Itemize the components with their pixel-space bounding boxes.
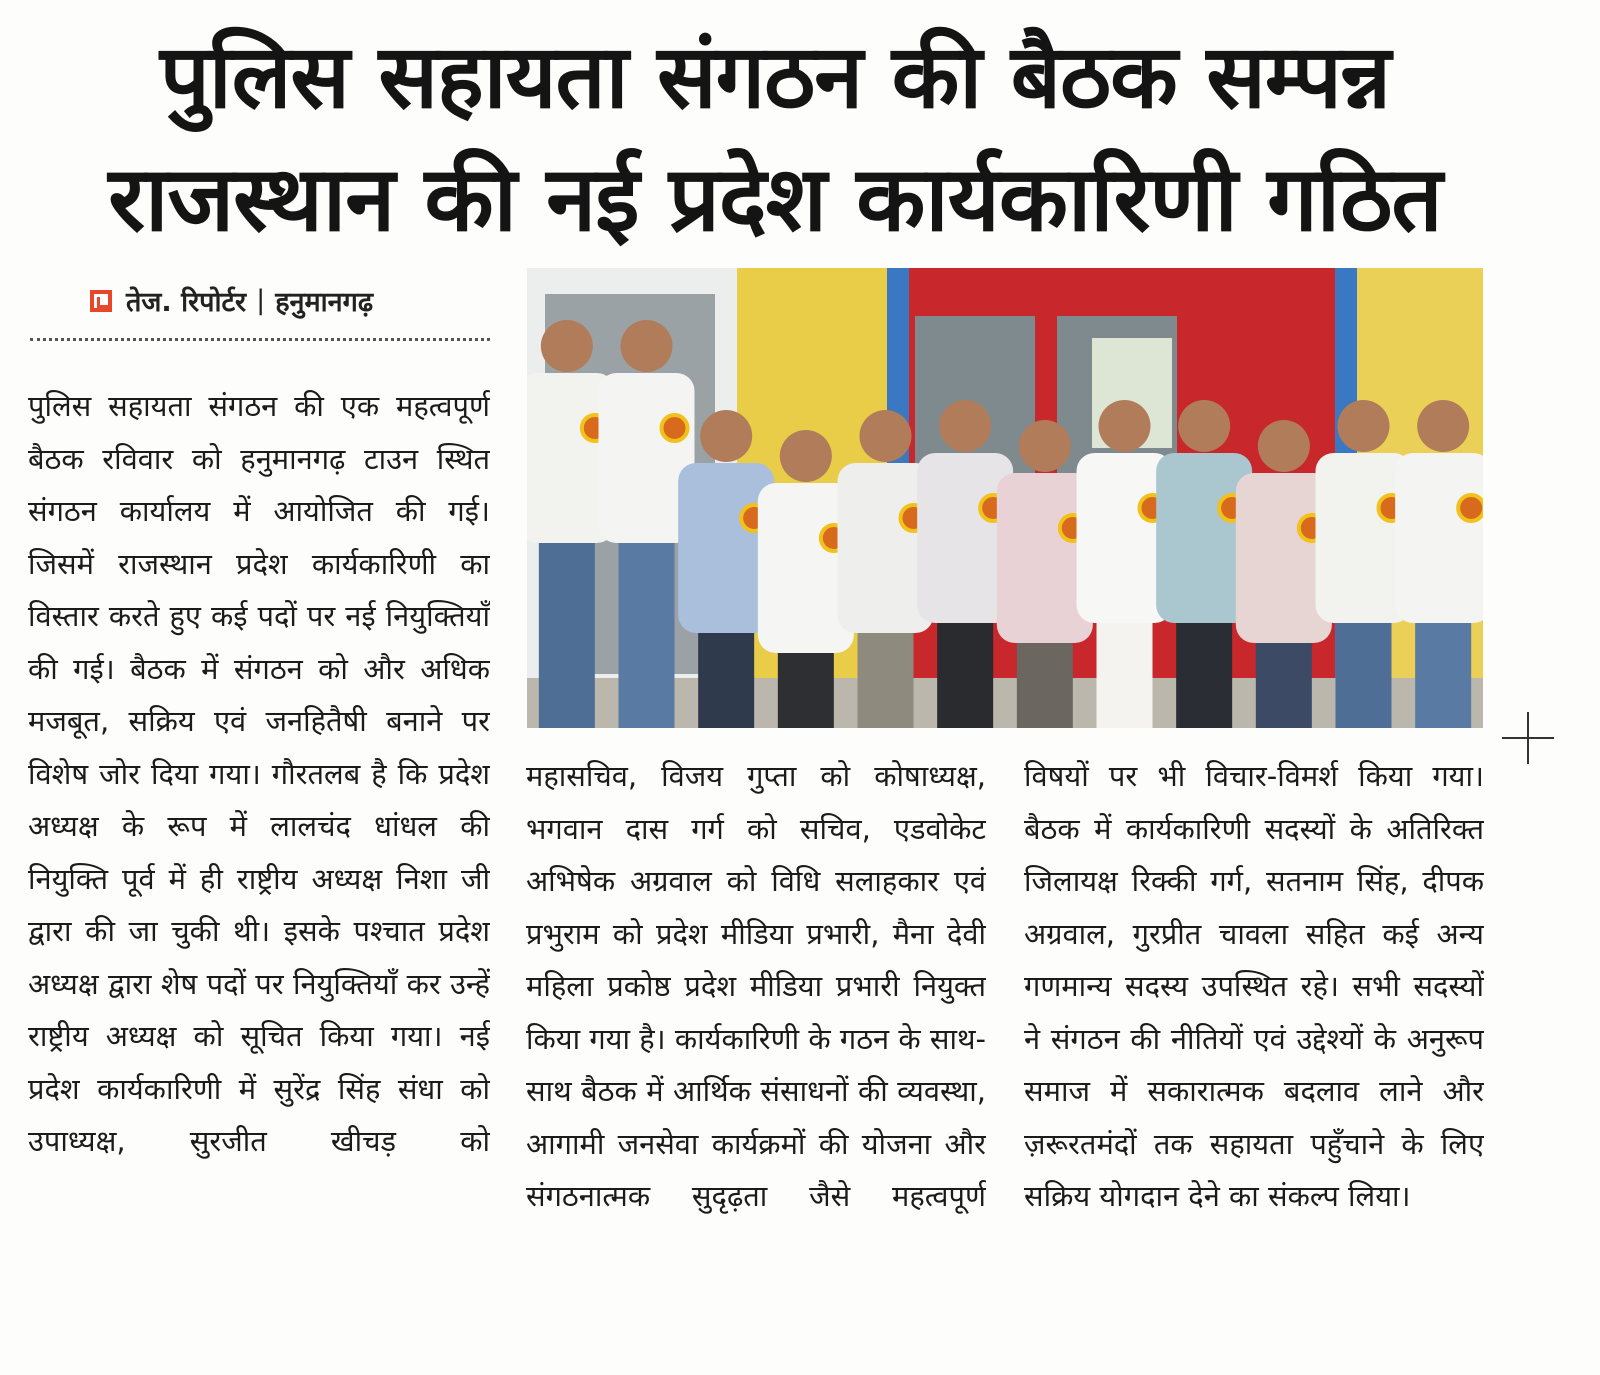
person-head [541, 320, 593, 372]
person-shirt [1395, 453, 1483, 623]
byline-reporter: तेज. रिपोर्टर [126, 287, 247, 318]
person-legs [1415, 608, 1471, 728]
person-legs [1097, 608, 1153, 728]
person-legs [1336, 608, 1392, 728]
badge-icon [662, 415, 688, 441]
group-photo [527, 268, 1483, 728]
article-column-3: विषयों पर भी विचार-विमर्श किया गया। बैठक में कार्यकारिणी सदस्यों के अतिरिक्त जिलायक्ष रिक्की गर्ग, सतनाम सिंह, दीपक अग्रवाल, गुरप्रीत चावला सहित कई अन्य गणमान्य सदस्य उपस्थित रहे। सभी सदस्यों ने संगठन की नीतियों एवं उद्देश्यों के अनुरूप समाज में सकारात्मक बदलाव लाने और ज़रूरतमंदों तक सहायता पहुँचाने के लिए सक्रिय योगदान देने का संकल्प लिया। [1024, 759, 1484, 1213]
person-head [860, 410, 912, 462]
badge-icon [1458, 495, 1483, 521]
person-legs [539, 528, 595, 728]
crosshair-icon [1502, 712, 1554, 764]
person-legs [937, 608, 993, 728]
person-head [1019, 420, 1071, 472]
byline-separator: | [256, 285, 266, 316]
reporter-mark-icon [90, 290, 112, 312]
person-legs [1176, 608, 1232, 728]
person-legs [698, 618, 754, 728]
headline-line-1: पुलिस सहायता संगठन की बैठक सम्पन्न [159, 25, 1391, 128]
byline-location: हनुमानगढ़ [275, 287, 374, 318]
person-head [1417, 400, 1469, 452]
article-column-1: पुलिस सहायता संगठन की एक महत्वपूर्ण बैठक रविवार को हनुमानगढ़ टाउन स्थित संगठन कार्यालय में आयोजित की गई। जिसमें राजस्थान प्रदेश कार्यकारिणी का विस्तार करते हुए कई पदों पर नई नियुक्तियाँ की गई। बैठक में संगठन को और अधिक मजबूत, सक्रिय एवं जनहितैषी बनाने पर विशेष जोर दिया गया। गौरतलब है कि प्रदेश अध्यक्ष के रूप में लालचंद धांधल की नियुक्ति पूर्व में ही राष्ट्रीय अध्यक्ष निशा जी द्वारा की जा चुकी थी। इसके पश्चात प्रदेश अध्यक्ष द्वारा शेष पदों पर नियुक्तियाँ कर उन्हें राष्ट्रीय अध्यक्ष को सूचित किया गया। नई प्रदेश कार्यकारिणी में सुरेंद्र सिंह संधा को उपाध्यक्ष, सुरजीत खीचड़ को [28, 389, 490, 1158]
article-column-2: महासचिव, विजय गुप्ता को कोषाध्यक्ष, भगवान दास गर्ग को सचिव, एडवोकेट अभिषेक अग्रवाल को विधि सलाहकार एवं प्रभुराम को प्रदेश मीडिया प्रभारी, मैना देवी महिला प्रकोष्ठ प्रदेश मीडिया प्रभारी नियुक्त किया गया है। कार्यकारिणी के गठन के साथ-साथ बैठक में आर्थिक संसाधनों की व्यवस्था, आगामी जनसेवा कार्यक्रमों की योजना और संगठनात्मक सुदृढ़ता जैसे महत्वपूर्ण [526, 759, 986, 1213]
person-head [1099, 400, 1151, 452]
person-head [621, 320, 673, 372]
person-legs [619, 528, 675, 728]
person-head [780, 430, 832, 482]
byline-divider [30, 338, 490, 341]
person-legs [858, 618, 914, 728]
group-photo-illustration [527, 268, 1483, 728]
byline [90, 282, 373, 319]
person-head [1258, 420, 1310, 472]
person-head [700, 410, 752, 462]
person-head [1338, 400, 1390, 452]
person-head [939, 400, 991, 452]
person-head [1178, 400, 1230, 452]
headline-line-2: राजस्थान की नई प्रदेश कार्यकारिणी गठित [108, 147, 1442, 252]
